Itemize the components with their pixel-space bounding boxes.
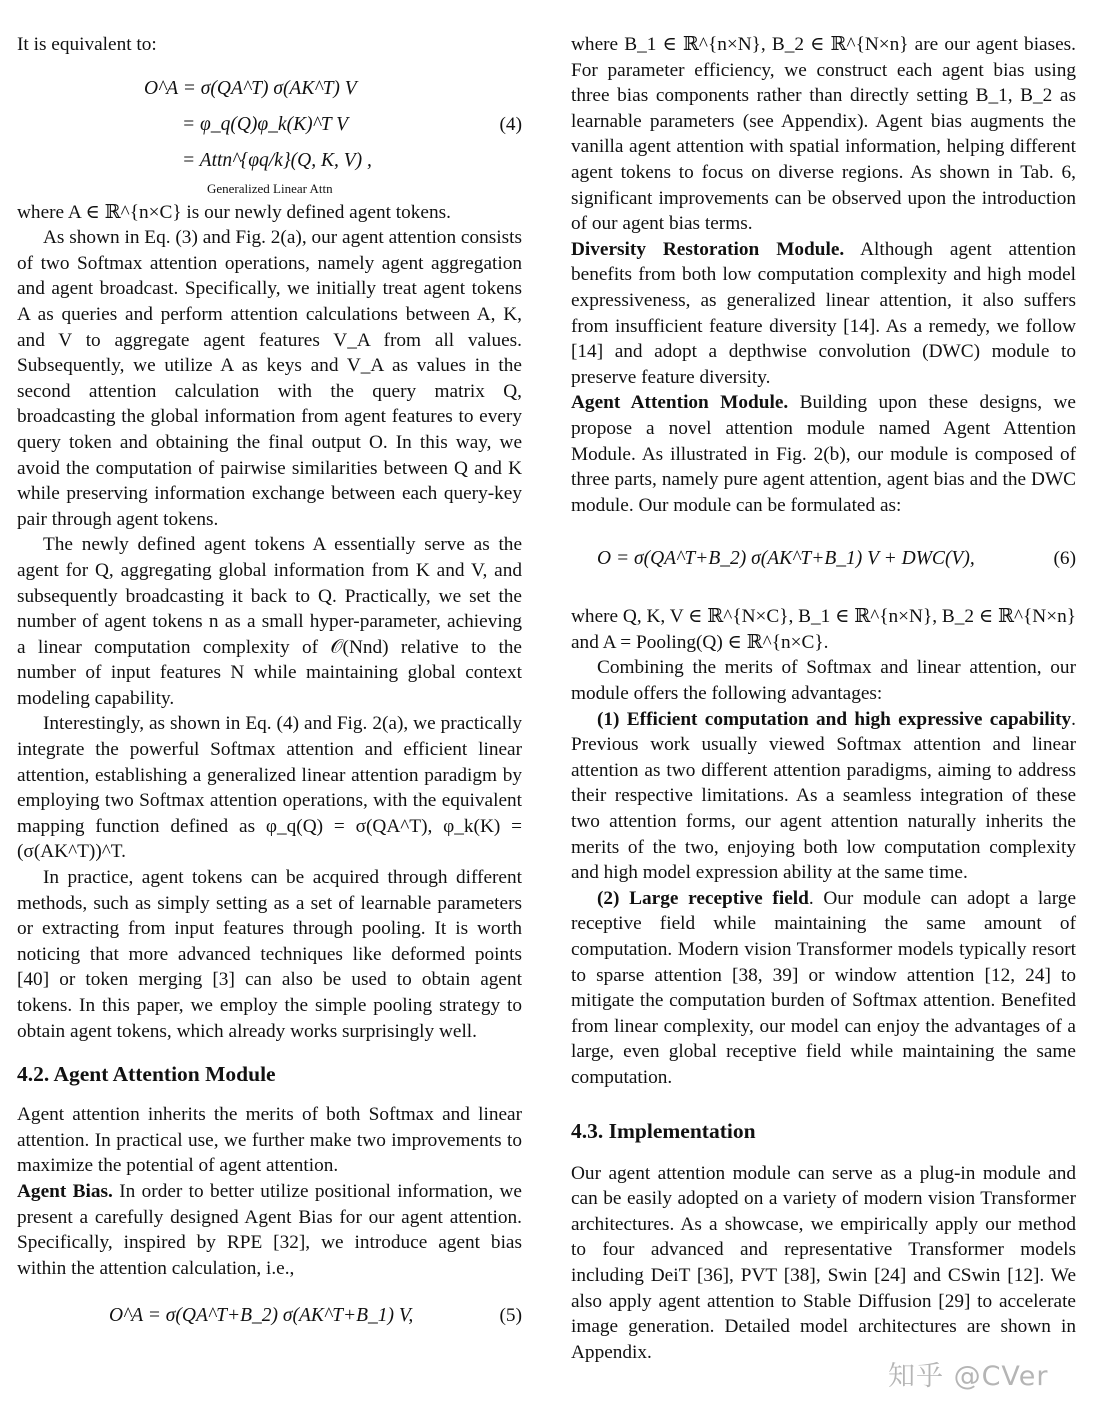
diversity-text: Although agent attention benefits from both low computation complexity and high model expressiveness, as generalized linear attention, it also suffers from insufficient feature diversity [14]. As a remedy, we follow [14] and adopt a depthwise convolution (DWC) module to preserve feature diversity.	[571, 238, 1076, 388]
equation-6	[571, 536, 1076, 590]
agent-module-heading: Agent Attention Module.	[571, 392, 789, 414]
para-generalized-linear: Interestingly, as shown in Eq. (4) and Fig. 2(a), we practically integrate the powerful Softmax attention and efficient linear attention, establishing a generalized linear attention paradigm by employing two Softmax attention operations, with the equivalent mapping function defined as φ_q(Q) = σ(QA^T), φ_k(K) = (σ(AK^T))^T.	[17, 713, 522, 863]
agent-module-text: Building upon these designs, we propose a novel attention module named Agent Attention Module. As illustrated in Fig. 2(b), our module is composed of three parts, namely pure agent attention, agent bias and the DWC module. Our module can be formulated as:	[571, 392, 1076, 516]
advantage-1-text: . Previous work usually viewed Softmax attention and linear attention as two different attention paradigms, aiming to address their respective limitations. As a seamless integration of these two attention forms, our agent attention naturally inherits the merits of the two, enjoying both low computation complexity and high model expression ability at the same time.	[571, 708, 1076, 884]
para-implementation: Our agent attention module can serve as a plug-in module and can be easily adopted on a variety of modern vision Transformer architectures. As a showcase, we empirically apply our method to four advanced and representative Transformer models including DeiT [36], PVT [38], Swin [24] and CSwin [12]. We also apply agent attention to Stable Diffusion [29] to accelerate image generation. Detailed model architectures are shown in Appendix.	[571, 1162, 1076, 1363]
left-column	[17, 32, 522, 1341]
equation-4	[17, 64, 522, 194]
eq4-line1: O^A = σ(QA^T) σ(AK^T) V	[144, 77, 357, 99]
agent-biases-def: where B_1 ∈ ℝ^{n×N}, B_2 ∈ ℝ^{N×n} are our agent biases. For parameter efficiency, we construct each agent bias using three bias components rather than directly setting B_1, B_2 as learnable parameters (see Appendix). Agent bias augments the vanilla agent attention with spatial information, helping different agent tokens to focus on diverse regions. As shown in Tab. 6, significant improvements can be observed upon the introduction of our agent bias terms.	[571, 34, 1076, 235]
para-agent-aggregation: As shown in Eq. (3) and Fig. 2(a), our agent attention consists of two Softmax attention operations, namely agent aggregation and agent broadcast. Specifically, we initially treat agent tokens A as queries and perform attention calculations between A, K, and V to aggregate agent features V_A from all values. Subsequently, we utilize A as keys and V_A as values in the second attention calculation with the query matrix Q, broadcasting the global information from agent features to every query token and obtaining the final output O. In this way, we avoid the computation of pairwise similarities between Q and K while preserving information exchange between each query-key pair through agent tokens.	[17, 227, 522, 530]
para-module-intro: Agent attention inherits the merits of both Softmax and linear attention. In practical use, we further make two improvements to maximize the potential of agent attention.	[17, 1104, 522, 1177]
eq5-number: (5)	[499, 1305, 522, 1327]
equation-5	[17, 1295, 522, 1335]
eq4-line2: = φ_q(Q)φ_k(K)^T V	[182, 113, 349, 135]
right-column	[571, 32, 1076, 1365]
advantage-2-text: . Our module can adopt a large receptive field while maintaining the same amount of computation. Modern vision Transformer models typically resort to sparse attention [38, 39] or window attention [12, 24] to mitigate the computation burden of Softmax attention. Benefited from linear complexity, our model can enjoy the advantages of a large, even global receptive field while maintaining the same computation.	[571, 887, 1077, 1088]
agent-bias-heading: Agent Bias.	[17, 1180, 113, 1202]
eq4-line3: = Attn^{φq/k}(Q, K, V) ,	[182, 149, 372, 171]
eq5-line: O^A = σ(QA^T+B_2) σ(AK^T+B_1) V,	[109, 1305, 414, 1327]
para-agent-bias	[17, 1179, 522, 1281]
para-advantages: Combining the merits of Softmax and linear attention, our module offers the following advantages:	[571, 657, 1076, 705]
advantage-2-heading: (2) Large receptive field	[597, 887, 809, 909]
intro-line: It is equivalent to:	[17, 34, 157, 55]
eq4-brace-label: Generalized Linear Attn	[207, 180, 333, 196]
eq6-line: O = σ(QA^T+B_2) σ(AK^T+B_1) V + DWC(V),	[597, 548, 975, 570]
advantage-1-heading: (1) Efficient computation and high expressive capability	[597, 708, 1072, 730]
eq6-number: (6)	[1053, 548, 1076, 570]
section-4-3-title: 4.3. Implementation	[571, 1118, 756, 1143]
para-agent-role: The newly defined agent tokens A essentially serve as the agent for Q, aggregating global information from K and V, and subsequently broadcasting it back to Q. Practically, we set the number of agent tokens n as a small hyper-parameter, achieving a linear computation complexity of 𝒪(Nnd) relative to the number of input features N while maintaining global context modeling capability.	[17, 534, 522, 709]
agent-tokens-def: where A ∈ ℝ^{n×C} is our newly defined agent tokens.	[17, 201, 451, 223]
watermark: 知乎 @CVer	[888, 1361, 1049, 1392]
eq4-number: (4)	[499, 113, 522, 135]
section-4-2-title: 4.2. Agent Attention Module	[17, 1062, 276, 1087]
para-acquire-tokens: In practice, agent tokens can be acquired through different methods, such as simply setting as a set of learnable parameters or extracting from input features through pooling. It is worth noticing that more advanced techniques like deformed points [40] or token merging [3] can also be used to obtain agent tokens. In this paper, we employ the simple pooling strategy to obtain agent tokens, which already works surprisingly well.	[17, 867, 522, 1042]
qkv-def: where Q, K, V ∈ ℝ^{N×C}, B_1 ∈ ℝ^{n×N}, B_2 ∈ ℝ^{N×n} and A = Pooling(Q) ∈ ℝ^{n×C}.	[571, 606, 1076, 653]
agent-bias-text: In order to better utilize positional information, we present a carefully designed Agent Bias for our agent attention. Specifically, inspired by RPE [32], we introduce agent bias within the attention calculation, i.e.,	[17, 1180, 522, 1279]
diversity-heading: Diversity Restoration Module.	[571, 238, 845, 260]
